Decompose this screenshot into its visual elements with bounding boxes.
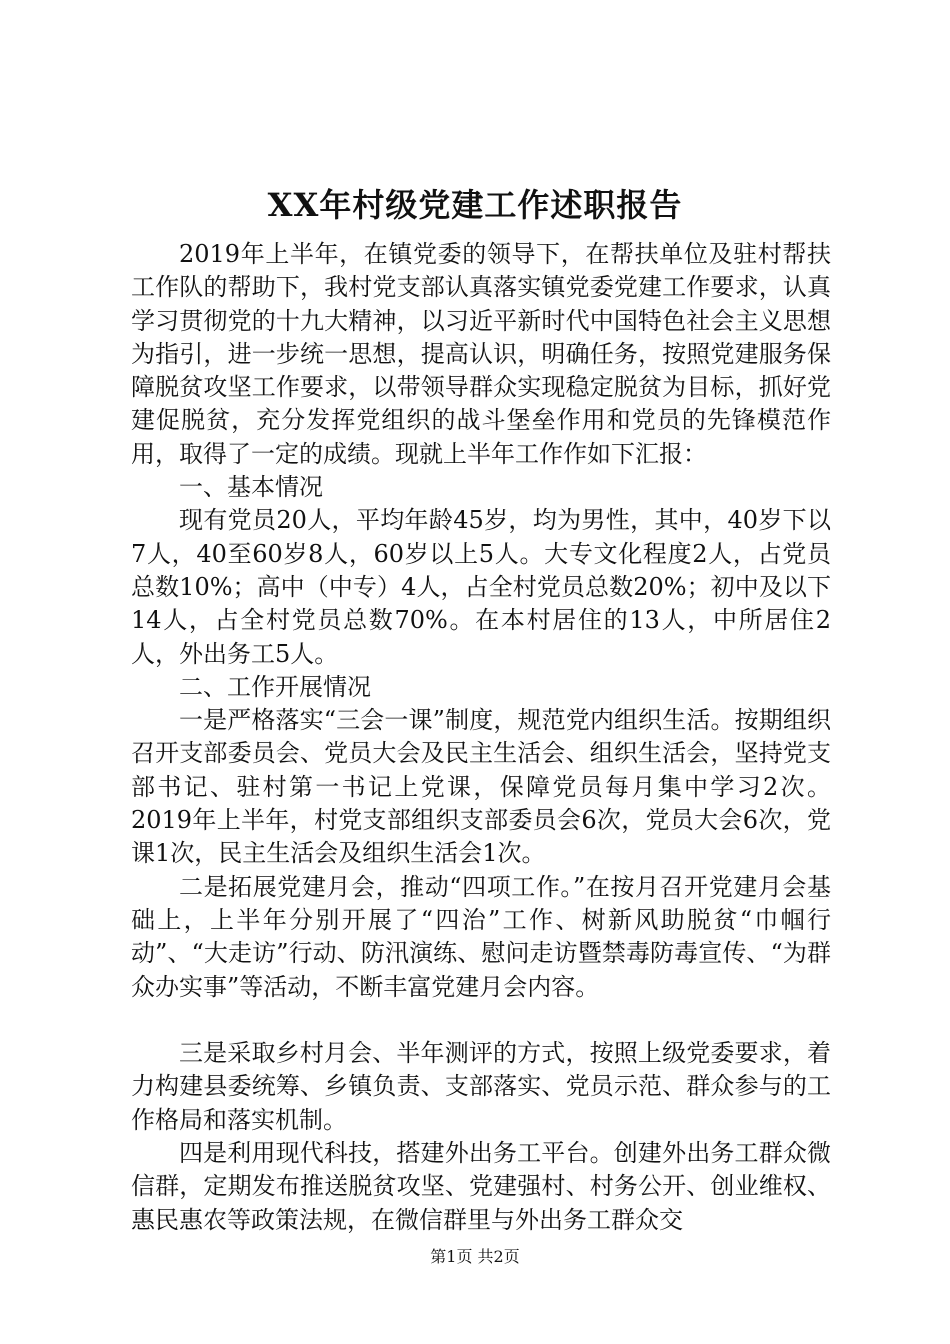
intro-paragraph: 2019年上半年，在镇党委的领导下，在帮扶单位及驻村帮扶工作队的帮助下，我村党支部认真落实镇党委党建工作要求，认真学习贯彻党的十九大精神，以习近平新时代中国特色社会主义思想为指引，进一步统一思想，提高认识，明确任务，按照党建服务保障脱贫攻坚工作要求，以带领导群众实现稳定脱贫为目标，抓好党建促脱贫，充分发挥党组织的战斗堡垒作用和党员的先锋模范作用，取得了一定的成绩。现就上半年工作作如下汇报： <box>131 240 831 468</box>
document-body <box>131 238 831 1237</box>
work-item-3-paragraph: 三是采取乡村月会、半年测评的方式，按照上级党委要求，着力构建县委统筹、乡镇负责、支部落实、党员示范、群众参与的工作格局和落实机制。 <box>131 1039 831 1134</box>
work-item-4-paragraph: 四是利用现代科技，搭建外出务工平台。创建外出务工群众微信群，定期发布推送脱贫攻坚、党建强村、村务公开、创业维权、惠民惠农等政策法规，在微信群里与外出务工群众交 <box>131 1139 831 1234</box>
page-number-footer: 第1页 共2页 <box>430 1247 520 1266</box>
document-title: XX年村级党建工作述职报告 <box>267 186 683 224</box>
blank-line <box>131 1004 831 1037</box>
section-heading-work: 二、工作开展情况 <box>179 672 371 701</box>
work-item-1-paragraph: 一是严格落实“三会一课”制度，规范党内组织生活。按期组织召开支部委员会、党员大会及民主生活会、组织生活会，坚持党支部书记、驻村第一书记上党课，保障党员每月集中学习2次。2019年上半年，村党支部组织支部委员会6次，党员大会6次，党课1次，民主生活会及组织生活会1次。 <box>131 706 831 868</box>
section-heading-basic: 一、基本情况 <box>179 473 323 502</box>
basic-info-paragraph: 现有党员20人，平均年龄45岁，均为男性，其中，40岁下以7人，40至60岁8人，60岁以上5人。大专文化程度2人，占党员总数10%；高中（中专）4人，占全村党员总数20%；初中及以下14人，占全村党员总数70%。在本村居住的13人，中所居住2人，外出务工5人。 <box>131 506 831 668</box>
work-item-2-paragraph: 二是拓展党建月会，推动“四项工作。”在按月召开党建月会基础上，上半年分别开展了“四治”工作、树新风助脱贫“巾帼行动”、“大走访”行动、防汛演练、慰问走访暨禁毒防毒宣传、“为群众办实事”等活动，不断丰富党建月会内容。 <box>131 872 831 1001</box>
